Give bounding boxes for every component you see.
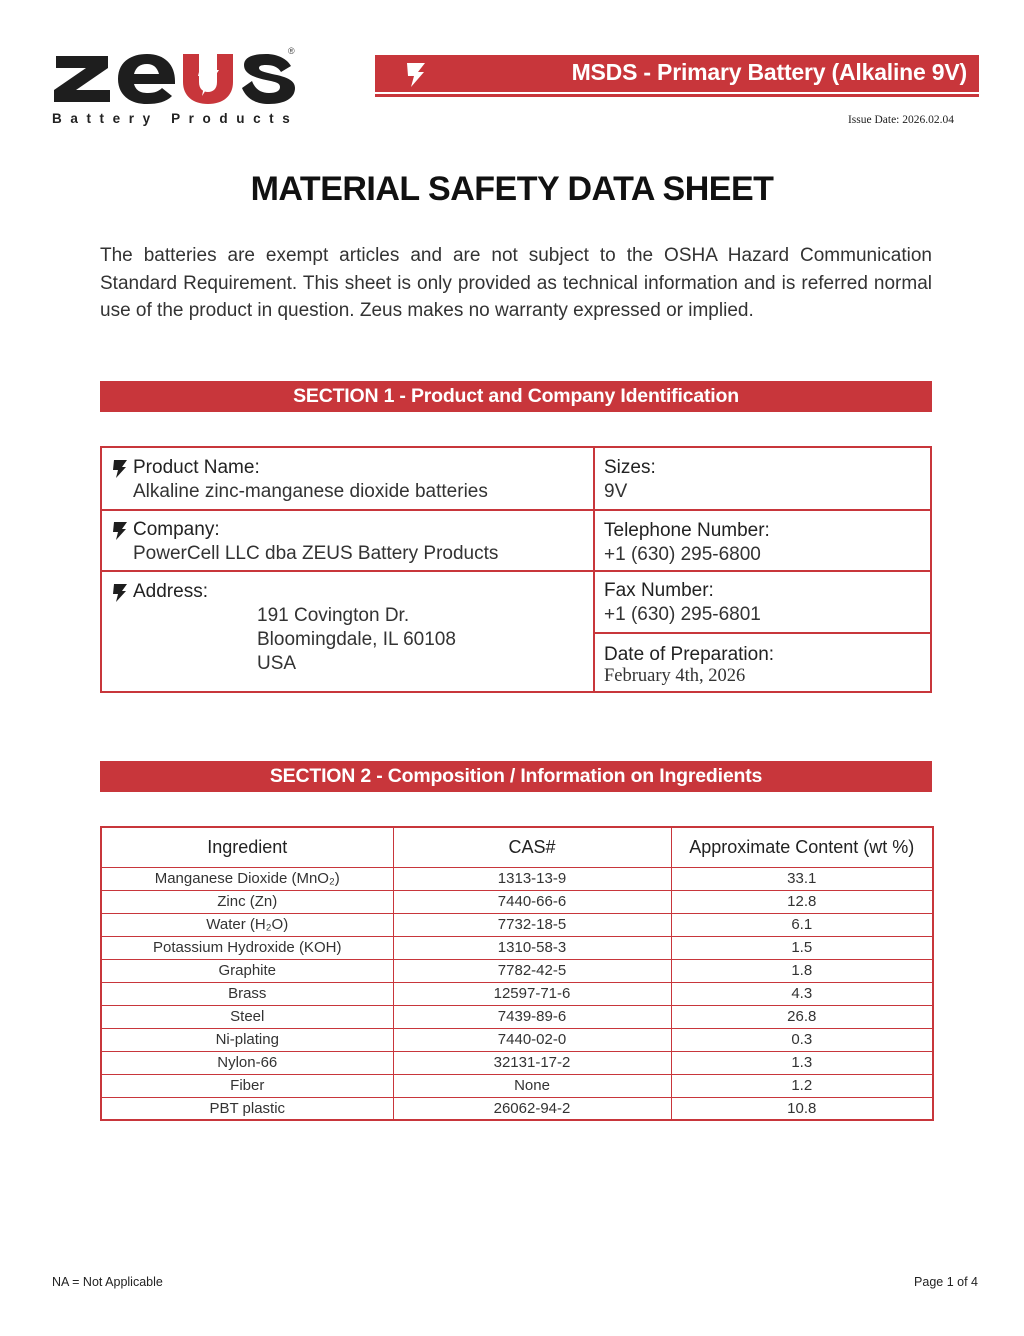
content-cell: 4.3	[671, 982, 933, 1005]
address-line-2: Bloomingdale, IL 60108	[257, 629, 456, 650]
content-cell: 33.1	[671, 867, 933, 890]
document-title-bar	[375, 55, 979, 99]
preparation-date-cell	[604, 643, 774, 685]
ingredient-cell: Water (H₂O)	[101, 913, 393, 936]
intro-paragraph: The batteries are exempt articles and are not subject to the OSHA Hazard Communication Standard Requirement. This sheet is only provided as technical information and is referred normal use of the product in question. Zeus makes no warranty expressed or implied.	[100, 245, 932, 321]
content-cell: 1.2	[671, 1074, 933, 1097]
cas-cell: 1313-13-9	[393, 867, 671, 890]
cas-column-header: CAS#	[393, 827, 671, 867]
ingredient-cell: Potassium Hydroxide (KOH)	[101, 936, 393, 959]
telephone-cell	[604, 519, 770, 567]
registered-mark: ®	[288, 46, 295, 56]
content-cell: 1.3	[671, 1051, 933, 1074]
cas-cell: 7782-42-5	[393, 959, 671, 982]
table-row	[101, 890, 933, 913]
zeus-logo	[52, 48, 302, 132]
fax-value: +1 (630) 295-6801	[604, 604, 761, 625]
title-bar-underline	[375, 94, 979, 97]
cas-cell: 32131-17-2	[393, 1051, 671, 1074]
ingredient-cell: Zinc (Zn)	[101, 890, 393, 913]
page-title: MATERIAL SAFETY DATA SHEET	[250, 170, 774, 208]
sizes-cell	[604, 456, 656, 504]
ingredient-cell: Fiber	[101, 1074, 393, 1097]
cas-cell: 7732-18-5	[393, 913, 671, 936]
telephone-value: +1 (630) 295-6800	[604, 544, 761, 565]
fax-label: Fax Number:	[604, 580, 714, 601]
table-row	[101, 913, 933, 936]
lightning-bolt-icon	[111, 583, 129, 603]
section-1-header: SECTION 1 - Product and Company Identification	[100, 381, 932, 412]
ingredient-column-header: Ingredient	[101, 827, 393, 867]
ingredient-cell: Nylon-66	[101, 1051, 393, 1074]
table-divider	[102, 509, 930, 511]
table-row	[101, 1028, 933, 1051]
content-cell: 1.8	[671, 959, 933, 982]
address-value	[257, 604, 456, 676]
content-column-header: Approximate Content (wt %)	[671, 827, 933, 867]
cas-cell: 7440-02-0	[393, 1028, 671, 1051]
table-row	[101, 1074, 933, 1097]
company-cell	[133, 518, 498, 566]
table-row	[101, 936, 933, 959]
content-cell: 0.3	[671, 1028, 933, 1051]
table-header-row	[101, 827, 933, 867]
zeus-wordmark-logo	[52, 48, 302, 106]
content-cell: 12.8	[671, 890, 933, 913]
product-name-value: Alkaline zinc-manganese dioxide batteries	[133, 481, 488, 502]
ingredient-cell: PBT plastic	[101, 1097, 393, 1120]
footer-note: NA = Not Applicable	[52, 1275, 163, 1289]
cas-cell: 7439-89-6	[393, 1005, 671, 1028]
address-cell	[133, 580, 208, 604]
address-label: Address:	[133, 581, 208, 602]
ingredient-cell: Graphite	[101, 959, 393, 982]
table-row	[101, 867, 933, 890]
sizes-value: 9V	[604, 481, 628, 502]
identification-table	[100, 446, 932, 693]
lightning-bolt-icon	[111, 521, 129, 541]
section-2-header: SECTION 2 - Composition / Information on Ingredients	[100, 761, 932, 792]
table-divider	[593, 632, 930, 634]
table-divider	[102, 570, 930, 572]
fax-cell	[604, 579, 761, 627]
preparation-date-label: Date of Preparation:	[604, 644, 775, 665]
address-line-1: 191 Covington Dr.	[257, 605, 410, 626]
content-cell: 10.8	[671, 1097, 933, 1120]
product-name-cell	[133, 456, 488, 504]
ingredient-cell: Manganese Dioxide (MnO₂)	[101, 867, 393, 890]
page-number: Page 1 of 4	[914, 1275, 978, 1289]
cas-cell: None	[393, 1074, 671, 1097]
company-value: PowerCell LLC dba ZEUS Battery Products	[133, 543, 499, 564]
table-row	[101, 1051, 933, 1074]
table-row	[101, 982, 933, 1005]
ingredient-cell: Ni-plating	[101, 1028, 393, 1051]
preparation-date-value: February 4th, 2026	[604, 666, 746, 686]
cas-cell: 12597-71-6	[393, 982, 671, 1005]
content-cell: 6.1	[671, 913, 933, 936]
telephone-label: Telephone Number:	[604, 520, 770, 541]
msds-title: MSDS - Primary Battery (Alkaline 9V)	[571, 59, 967, 85]
table-row	[101, 1097, 933, 1120]
lightning-bolt-icon	[399, 57, 433, 91]
product-name-label: Product Name:	[133, 457, 260, 478]
issue-date: Issue Date: 2026.02.04	[847, 114, 954, 126]
content-cell: 1.5	[671, 936, 933, 959]
sizes-label: Sizes:	[604, 457, 656, 478]
ingredient-cell: Brass	[101, 982, 393, 1005]
address-line-3: USA	[257, 653, 297, 674]
cas-cell: 7440-66-6	[393, 890, 671, 913]
cas-cell: 26062-94-2	[393, 1097, 671, 1120]
ingredients-table	[100, 826, 934, 1121]
ingredient-cell: Steel	[101, 1005, 393, 1028]
table-row	[101, 959, 933, 982]
company-label: Company:	[133, 519, 220, 540]
table-row	[101, 1005, 933, 1028]
brand-tagline: Battery Products	[52, 111, 299, 126]
content-cell: 26.8	[671, 1005, 933, 1028]
lightning-bolt-icon	[111, 459, 129, 479]
cas-cell: 1310-58-3	[393, 936, 671, 959]
